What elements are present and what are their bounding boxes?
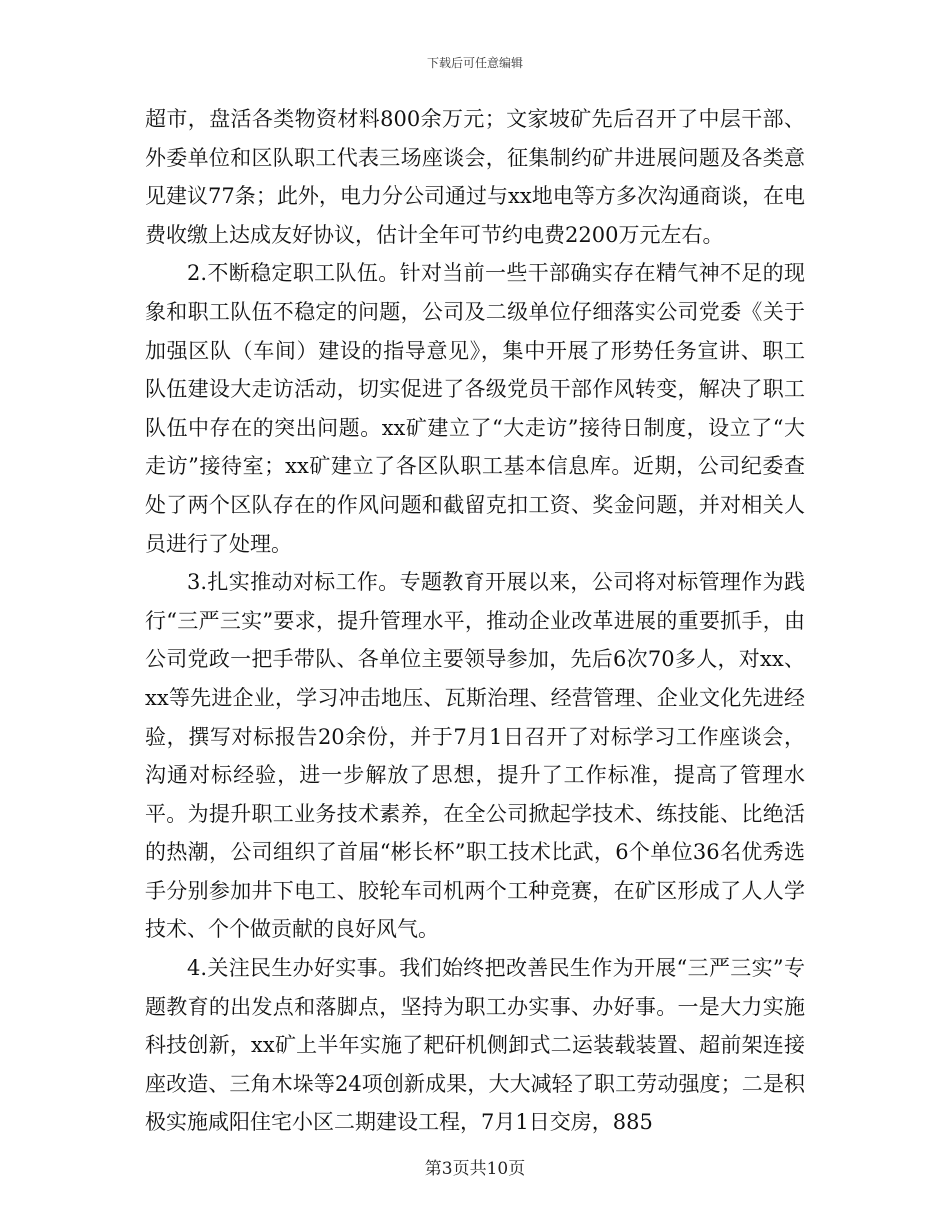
paragraph-benchmarking: 3.扎实推动对标工作。专题教育开展以来，公司将对标管理作为践行“三严三实”要求，提升管理水平，推动企业改革进展的重要抓手，由公司党政一把手带队、各单位主要领导参加，先后6次70多人，对xx、xx等先进企业，学习冲击地压、瓦斯治理、经营管理、企业文化先进经验，撰写对标报告20余份，并于7月1日召开了对标学习工作座谈会，沟通对标经验，进一步解放了思想，提升了工作标准，提高了管理水平。为提升职工业务技术素养，在全公司掀起学技术、练技能、比绝活的热潮，公司组织了首届“彬长杯”职工技术比武，6个单位36名优秀选手分别参加井下电工、胶轮车司机两个工种竞赛，在矿区形成了人人学技术、个个做贡献的良好风气。 xyxy=(145,570,805,942)
paragraph-livelihood: 4.关注民生办好实事。我们始终把改善民生作为开展“三严三实”专题教育的出发点和落脚点，坚持为职工办实事、办好事。一是大力实施科技创新，xx矿上半年实施了耙矸机侧卸式二运装载装置、超前架连接座改造、三角木垛等24项创新成果，大大减轻了职工劳动强度；二是积极实施咸阳住宅小区二期建设工程，7月1日交房，885 xyxy=(145,956,805,1135)
paragraph-stabilize-workforce: 2.不断稳定职工队伍。针对当前一些干部确实存在精气神不足的现象和职工队伍不稳定的问题，公司及二级单位仔细落实公司党委《关于加强区队（车间）建设的指导意见》，集中开展了形势任务宣讲、职工队伍建设大走访活动，切实促进了各级党员干部作风转变，解决了职工队伍中存在的突出问题。xx矿建立了“大走访”接待日制度，设立了“大走访”接待室；xx矿建立了各区队职工基本信息库。近期，公司纪委查处了两个区队存在的作风问题和截留克扣工资、奖金问题，并对相关人员进行了处理。 xyxy=(145,261,805,556)
page-number: 第3页共10页 xyxy=(424,1159,526,1179)
document-body xyxy=(145,100,805,1142)
page-header-note: 下载后可任意编辑 xyxy=(426,56,523,70)
paragraph-continuation: 超市，盘活各类物资材料800余万元；文家坡矿先后召开了中层干部、外委单位和区队职工代表三场座谈会，征集制约矿井进展问题及各类意见建议77条；此外，电力分公司通过与xx地电等方多次沟通商谈，在电费收缴上达成友好协议，估计全年可节约电费2200万元左右。 xyxy=(145,107,805,247)
